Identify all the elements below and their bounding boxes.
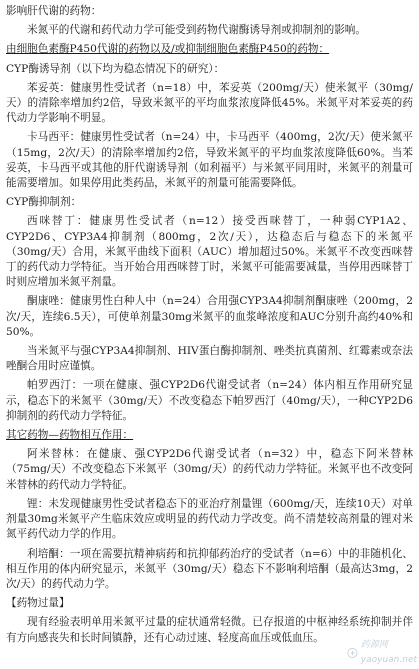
watermark	[347, 639, 417, 667]
paragraph: 锂：未发现健康男性受试者稳态下的亚治疗剂量锂（600mg/天，连续10天）对单剂量30mg米氮平产生临床效应或明显的药代动力学改变。尚不清楚较高剂量的锂对米氮平药代动力学的作用。	[6, 497, 413, 541]
paragraph: 卡马西平：健康男性受试者（n=24）中，卡马西平（400mg，2次/天）使米氮平（15mg，2次/天）的清除率增加约2倍，导致米氮平的平均血浆浓度降低60%。当苯妥英，卡马西平或其他的肝代谢诱导剂（如利福平）与米氮平同用时，米氮平的剂量可能需要增加。如果停用此类药品，米氮平的剂量可能需要降低。	[6, 131, 413, 190]
paragraph: 帕罗西汀：一项在健康、强CYP2D6代谢受试者（n=24）体内相互作用研究显示，稳态下的米氮平（30mg/天）不改变稳态下帕罗西汀（40mg/天），一种CYP2D6抑制剂的药代动力学特征。	[6, 379, 413, 422]
paragraph: 当米氮平与强CYP3A4抑制剂、HIV蛋白酶抑制剂、唑类抗真菌剂、红霉素或奈法唑酮合用时应谨慎。	[6, 345, 413, 373]
paragraph: 利培酮：一项在需要抗精神病药和抗抑郁药治疗的受试者（n=6）中的非随机化、相互作用的体内研究显示，米氮平（30mg/天）稳态下不影响利培酮（最高达3mg，2次/天）的药代动力学。	[6, 547, 413, 590]
subsection-heading: 由细胞色素酶P450代谢的药物以及/或抑制细胞色素酶P450的药物：	[6, 43, 330, 56]
subsection-heading: CYP酶抑制剂：	[6, 196, 82, 209]
watermark-logo-icon	[347, 644, 358, 662]
section-heading: 【药物过量】	[6, 597, 70, 610]
section-heading: 影响肝代谢的药物：	[6, 5, 102, 17]
paragraph: 酮康唑：健康男性白种人中（n=24）合用强CYP3A4抑制剂酮康唑（200mg，2次/天，连续6.5天），可使单剂量30mg米氮平的血浆峰浓度和AUC分别升高约40%和50%。	[6, 295, 413, 338]
watermark-text: 药源网 yaoyuan.net	[360, 639, 418, 665]
paragraph: 现有经验表明单用米氮平过量的症状通常轻微。已存报道的中枢神经系统抑制并伴有方向感丧失和长时间镇静，还有心动过速、轻度高血压或低血压。	[6, 616, 413, 644]
paragraph: 阿米替林：在健康、强CYP2D6代谢受试者（n=32）中，稳态下阿米替林（75mg/天）不改变稳态下米氮平（30mg/天）的药代动力学特征。米氮平也不改变阿米替林的药代动力学特征。	[6, 448, 413, 491]
paragraph: 西咪替丁：健康男性受试者（n=12）接受西咪替丁，一种弱CYP1A2、CYP2D6、CYP3A4抑制剂（800mg，2次/天），达稳态后与稳态下的米氮平（30mg/天）合用，米氮平曲线下面积（AUC）增加超过50%。米氮平不改变西咪替丁的药代动力学特征。当开始合用西咪替丁时，米氮平可能需要减量，当停用西咪替丁时则应增加米氮平剂量。	[6, 215, 413, 289]
subsection-heading: 其它药物—药物相互作用：	[6, 429, 134, 442]
paragraph: 米氮平的代谢和药代动力学可能受到药物代谢酶诱导剂或抑制剂的影响。	[27, 24, 366, 37]
subsection-heading: CYP酶诱导剂（以下均为稳态情况下的研究）：	[6, 62, 225, 75]
paragraph: 苯妥英：健康男性受试者（n=18）中，苯妥英（200mg/天）使米氮平（30mg/天）的清除率增加约2倍，导致米氮平的平均血浆浓度降低45%。米氮平对苯妥英的药代动力学影响不明显。	[6, 81, 413, 125]
